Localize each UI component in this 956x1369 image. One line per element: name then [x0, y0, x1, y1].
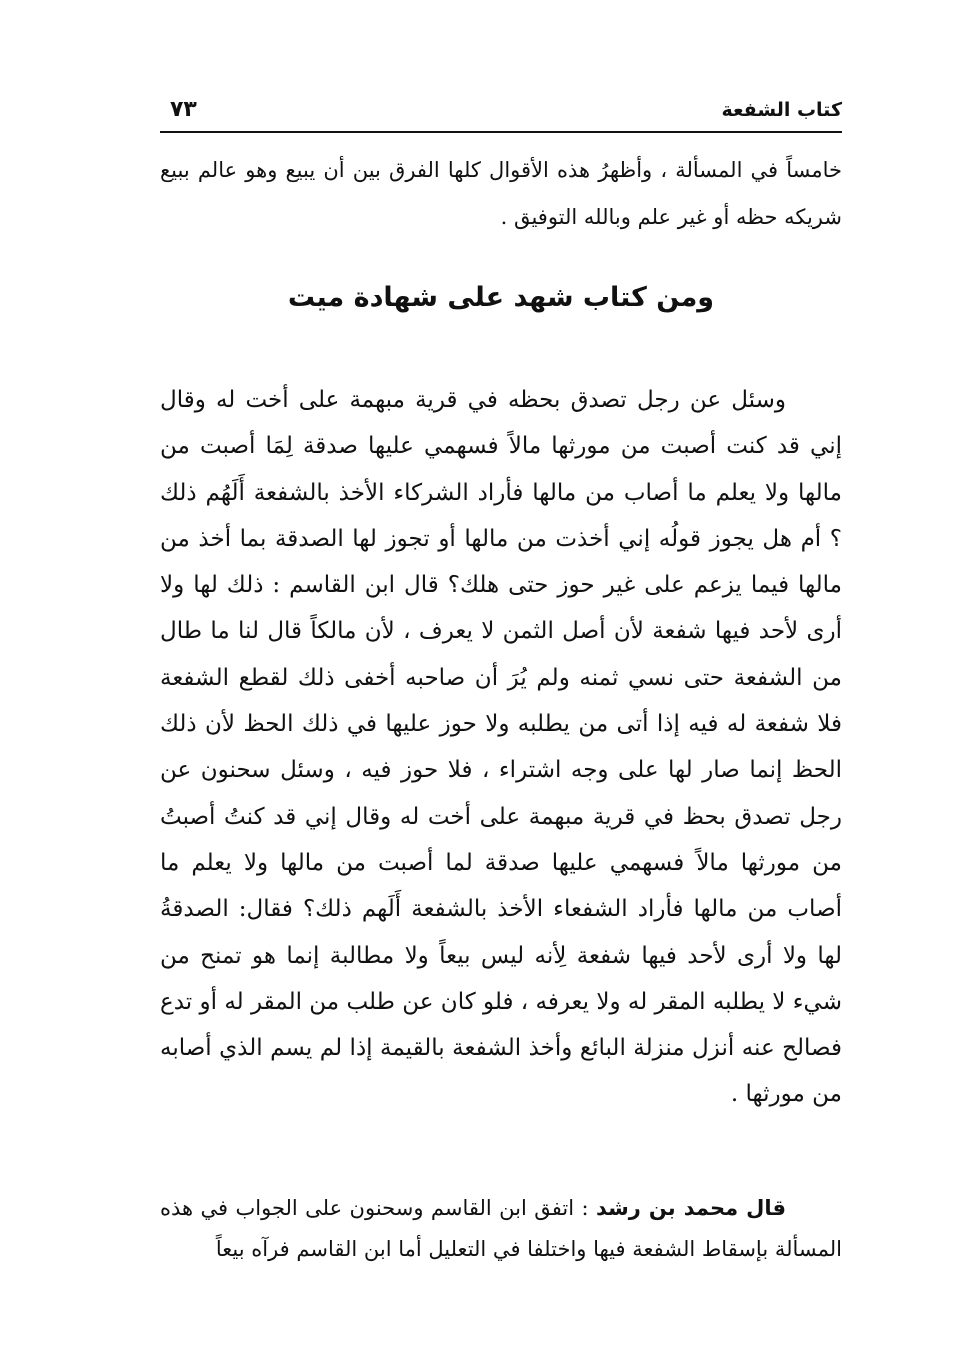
running-header-title: كتاب الشفعة	[721, 99, 842, 121]
running-header	[160, 88, 842, 128]
page-number: ٧٣	[170, 97, 197, 122]
commentary-paragraph	[160, 1188, 842, 1270]
main-paragraph: وسئل عن رجل تصدق بحظه في قرية مبهمة على أخت له وقال إني قد كنت أصبت من مورثها مالاً فسهمي عليها صدقة لِمَا أصبت من مالها ولا يعلم ما أصاب من مالها فأراد الشركاء الأخذ بالشفعة أَلَهُم ذلك ؟ أم هل يجوز قولُه إني أخذت من مالها أو تجوز لها الصدقة بما أخذ من مالها فيما يزعم على غير حوز حتى هلك؟ قال ابن القاسم : ذلك لها ولا أرى لأحد فيها شفعة لأن أصل الثمن لا يعرف ، لأن مالكاً قال لنا ما طال من الشفعة حتى نسي ثمنه ولم يُرَ أن صاحبه أخفى ذلك لقطع الشفعة فلا شفعة له فيه إذا أتى من يطلبه ولا حوز عليها في ذلك الحظ لأن ذلك الحظ إنما صار لها على وجه اشتراء ، فلا حوز فيه ، وسئل سحنون عن رجل تصدق بحظ في قرية مبهمة على أخت له وقال إني قد كنتُ أصبتُ من مورثها مالاً فسهمي عليها صدقة لما أصبت من مالها ولا يعلم ما أصاب من مالها فأراد الشفعاء الأخذ بالشفعة أَلَهم ذلك؟ فقال: الصدقةُ لها ولا أرى لأحد فيها شفعة لِأنه ليس بيعاً ولا مطالبة إنما هو تمنح من شيء لا يطلبه المقر له ولا يعرفه ، فلو كان عن طلب من المقر له أو تدع فصالح عنه أنزل منزلة البائع وأخذ الشفعة بالقيمة إذا لم يسم الذي أصابه من مورثها .	[160, 387, 842, 1108]
header-rule	[160, 131, 842, 133]
intro-paragraph: خامساً في المسألة ، وأظهرُ هذه الأقوال كلها الفرق بين أن يبيع وهو عالم ببيع شريكه حظه أو غير علم وبالله التوفيق .	[160, 158, 842, 229]
section-heading: ومن كتاب شهد على شهادة ميت	[287, 282, 715, 313]
commentary-text: : اتفق ابن القاسم وسحنون على الجواب في هذه المسألة بإسقاط الشفعة فيها واختلفا في التعليل أما ابن القاسم فرآه بيعاً	[160, 1196, 842, 1261]
commentary-speaker: قال محمد بن رشد	[595, 1196, 787, 1220]
